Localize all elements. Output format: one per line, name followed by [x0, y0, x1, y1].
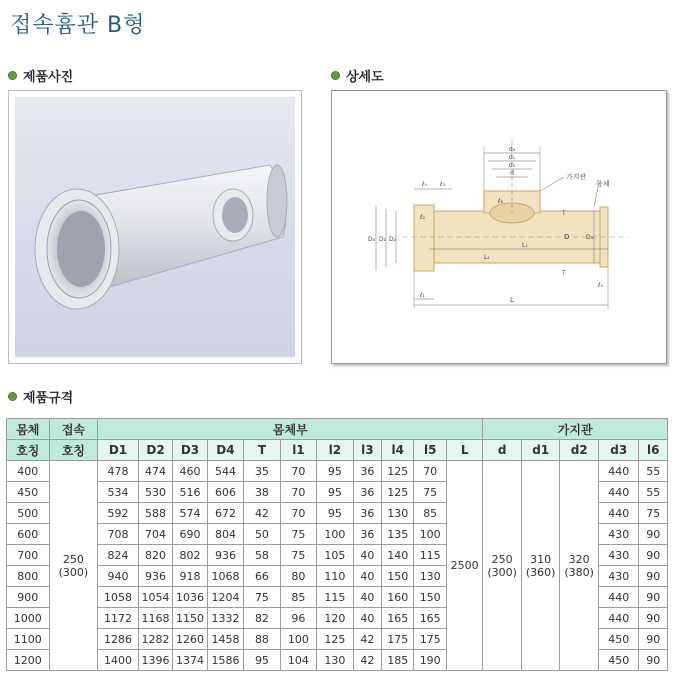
d2-value: 320: [568, 552, 590, 566]
cell-l6: 90: [639, 608, 668, 629]
cell-l6: 90: [639, 650, 668, 671]
cell-l3: 36: [353, 524, 381, 545]
cell-l4: 140: [382, 545, 414, 566]
label-l6: ℓ₆: [498, 198, 503, 205]
cell-l1: 96: [280, 608, 316, 629]
cell-l3: 40: [353, 608, 381, 629]
cell-l3: 36: [353, 482, 381, 503]
col-l1: l1: [280, 440, 316, 461]
cell-l6: 75: [639, 503, 668, 524]
cell-l1: 104: [280, 650, 316, 671]
cell-size: 500: [7, 503, 50, 524]
cell-D1: 1286: [98, 629, 139, 650]
cell-D2: 1282: [138, 629, 172, 650]
cell-D4: 606: [207, 482, 243, 503]
cell-D2: 1396: [138, 650, 172, 671]
label-d1: d₁: [508, 154, 516, 161]
label-L1-lower: L₁: [484, 254, 490, 261]
cell-l5: 85: [414, 503, 446, 524]
cell-D3: 1374: [173, 650, 207, 671]
product-photo: [15, 97, 295, 357]
cell-d3: 450: [598, 629, 639, 650]
col-d1: d1: [521, 440, 560, 461]
col-l4: l4: [382, 440, 414, 461]
cell-D4: 1586: [207, 650, 243, 671]
cell-D4: 1458: [207, 629, 243, 650]
bullet-icon: [331, 71, 340, 80]
cell-d3: 430: [598, 566, 639, 587]
pipe-illustration: [15, 97, 295, 357]
cell-l5: 130: [414, 566, 446, 587]
cell-T: 66: [244, 566, 280, 587]
cell-l2: 100: [317, 524, 353, 545]
cell-l5: 190: [414, 650, 446, 671]
cell-l5: 75: [414, 482, 446, 503]
cell-l2: 130: [317, 650, 353, 671]
cell-l5: 100: [414, 524, 446, 545]
cell-l6: 55: [639, 482, 668, 503]
label-body: 몸체: [596, 180, 610, 188]
cell-l4: 125: [382, 461, 414, 482]
cell-D2: 1168: [138, 608, 172, 629]
header-conn-1: 접속: [49, 419, 98, 440]
label-d2: d₂: [508, 162, 516, 169]
cell-d3: 450: [598, 650, 639, 671]
table-row: [7, 461, 668, 482]
cell-D1: 1058: [98, 587, 139, 608]
col-l2: l2: [317, 440, 353, 461]
col-d: d: [483, 440, 522, 461]
cell-D3: 460: [173, 461, 207, 482]
label-D1: D₁: [379, 236, 387, 243]
bullet-icon: [8, 392, 17, 401]
cell-D2: 1054: [138, 587, 172, 608]
cell-size: 600: [7, 524, 50, 545]
label-T-bottom: T: [562, 270, 566, 277]
cell-D4: 544: [207, 461, 243, 482]
cell-d3: 440: [598, 482, 639, 503]
cell-D2: 820: [138, 545, 172, 566]
cell-D1: 708: [98, 524, 139, 545]
cell-l4: 175: [382, 629, 414, 650]
cell-d3: 440: [598, 608, 639, 629]
d-sub: (300): [487, 565, 517, 579]
cell-D2: 936: [138, 566, 172, 587]
cell-size: 400: [7, 461, 50, 482]
label-L: L: [510, 296, 514, 304]
cell-l1: 75: [280, 524, 316, 545]
label-l3: ℓ₃: [440, 181, 445, 188]
detail-drawing: [332, 91, 668, 365]
cell-l2: 95: [317, 482, 353, 503]
cell-l4: 125: [382, 482, 414, 503]
cell-l3: 40: [353, 545, 381, 566]
label-D2: D₂: [389, 236, 397, 243]
cell-l5: 115: [414, 545, 446, 566]
cell-l1: 80: [280, 566, 316, 587]
conn-sub: (300): [58, 565, 89, 579]
cell-l6: 90: [639, 566, 668, 587]
bullet-icon: [8, 71, 17, 80]
cell-D3: 690: [173, 524, 207, 545]
cell-l5: 70: [414, 461, 446, 482]
col-D2: D2: [138, 440, 172, 461]
section-spec-heading: [8, 387, 73, 406]
cell-l4: 185: [382, 650, 414, 671]
cell-D2: 588: [138, 503, 172, 524]
cell-D3: 1036: [173, 587, 207, 608]
cell-d3: 430: [598, 545, 639, 566]
cell-d3: 440: [598, 461, 639, 482]
d1-value: 310: [530, 552, 552, 566]
header-body-size-2: 호칭: [7, 440, 50, 461]
cell-D2: 530: [138, 482, 172, 503]
cell-size: 700: [7, 545, 50, 566]
cell-l4: 135: [382, 524, 414, 545]
cell-l1: 70: [280, 503, 316, 524]
cell-l1: 100: [280, 629, 316, 650]
cell-l3: 36: [353, 461, 381, 482]
cell-size: 1000: [7, 608, 50, 629]
cell-l2: 115: [317, 587, 353, 608]
conn-value: 250: [62, 552, 84, 566]
cell-T: 58: [244, 545, 280, 566]
label-D: D: [564, 233, 570, 241]
cell-l2: 120: [317, 608, 353, 629]
col-l5: l5: [414, 440, 446, 461]
cell-d3: 430: [598, 524, 639, 545]
section-photo-heading: [8, 66, 73, 85]
col-l3: l3: [353, 440, 381, 461]
cell-l4: 150: [382, 566, 414, 587]
cell-l2: 95: [317, 503, 353, 524]
cell-D3: 802: [173, 545, 207, 566]
cell-D4: 1068: [207, 566, 243, 587]
cell-l3: 40: [353, 587, 381, 608]
section-detail-heading: [331, 66, 384, 85]
cell-l4: 160: [382, 587, 414, 608]
cell-D1: 534: [98, 482, 139, 503]
cell-D4: 1204: [207, 587, 243, 608]
cell-size: 800: [7, 566, 50, 587]
cell-d3: 440: [598, 503, 639, 524]
d-value: 250: [491, 552, 513, 566]
cell-D1: 592: [98, 503, 139, 524]
spec-table: [6, 418, 668, 671]
col-l6: l6: [639, 440, 668, 461]
cell-D3: 1150: [173, 608, 207, 629]
cell-l2: 110: [317, 566, 353, 587]
cell-l2: 105: [317, 545, 353, 566]
cell-size: 1100: [7, 629, 50, 650]
cell-D1: 1400: [98, 650, 139, 671]
cell-D1: 824: [98, 545, 139, 566]
label-l5: ℓ₅: [422, 181, 427, 188]
cell-l5: 165: [414, 608, 446, 629]
cell-l2: 95: [317, 461, 353, 482]
cell-D3: 574: [173, 503, 207, 524]
cell-size: 900: [7, 587, 50, 608]
cell-l5: 150: [414, 587, 446, 608]
cell-l6: 90: [639, 629, 668, 650]
header-body: 몸체부: [98, 419, 483, 440]
cell-l3: 42: [353, 650, 381, 671]
section-photo-label: 제품사진: [23, 70, 74, 85]
label-l1: ℓ₁: [420, 292, 425, 299]
cell-T: 42: [244, 503, 280, 524]
col-d2: d2: [560, 440, 599, 461]
product-photo-frame: [8, 90, 302, 364]
cell-D4: 1332: [207, 608, 243, 629]
cell-D2: 704: [138, 524, 172, 545]
cell-D3: 516: [173, 482, 207, 503]
cell-T: 82: [244, 608, 280, 629]
cell-l6: 90: [639, 524, 668, 545]
cell-L: 2500: [446, 461, 482, 671]
header-body-size-1: 몸체: [7, 419, 50, 440]
cell-l3: 42: [353, 629, 381, 650]
cell-D4: 804: [207, 524, 243, 545]
cell-l4: 130: [382, 503, 414, 524]
cell-D1: 1172: [98, 608, 139, 629]
d2-sub: (380): [564, 565, 594, 579]
label-l2: ℓ₂: [420, 214, 425, 221]
cell-l4: 165: [382, 608, 414, 629]
section-spec-label: 제품규격: [23, 391, 74, 406]
label-T-top: T: [562, 210, 566, 217]
cell-size: 450: [7, 482, 50, 503]
section-detail-label: 상세도: [346, 70, 384, 85]
cell-l1: 70: [280, 482, 316, 503]
col-D3: D3: [173, 440, 207, 461]
cell-T: 75: [244, 587, 280, 608]
label-l4: ℓ₄: [598, 282, 603, 289]
cell-l6: 90: [639, 545, 668, 566]
label-branch: 가지관: [566, 173, 587, 181]
col-d3: d3: [598, 440, 639, 461]
cell-D1: 940: [98, 566, 139, 587]
col-L: L: [446, 440, 482, 461]
cell-size: 1200: [7, 650, 50, 671]
col-T: T: [244, 440, 280, 461]
cell-D4: 672: [207, 503, 243, 524]
detail-drawing-frame: [331, 90, 667, 364]
cell-d1: [521, 461, 560, 671]
header-conn-2: 호칭: [49, 440, 98, 461]
cell-D4: 936: [207, 545, 243, 566]
cell-T: 95: [244, 650, 280, 671]
cell-D3: 918: [173, 566, 207, 587]
cell-l6: 90: [639, 587, 668, 608]
cell-l5: 175: [414, 629, 446, 650]
cell-T: 38: [244, 482, 280, 503]
col-D1: D1: [98, 440, 139, 461]
label-L1-upper: L₁: [522, 242, 528, 249]
label-d3: d₃: [508, 146, 516, 153]
cell-l1: 70: [280, 461, 316, 482]
cell-d2: [560, 461, 599, 671]
label-d: d: [510, 170, 514, 177]
page-title: 접속흄관 B형: [10, 13, 146, 38]
cell-l3: 40: [353, 566, 381, 587]
col-D4: D4: [207, 440, 243, 461]
cell-d3: 440: [598, 587, 639, 608]
label-D3: D₃: [586, 234, 594, 241]
label-D4: D₄: [368, 236, 376, 243]
cell-l2: 125: [317, 629, 353, 650]
cell-l6: 55: [639, 461, 668, 482]
cell-T: 50: [244, 524, 280, 545]
header-branch: 가지관: [483, 419, 668, 440]
cell-l3: 36: [353, 503, 381, 524]
d1-sub: (360): [525, 565, 556, 579]
cell-T: 35: [244, 461, 280, 482]
cell-D2: 474: [138, 461, 172, 482]
cell-l1: 85: [280, 587, 316, 608]
cell-D1: 478: [98, 461, 139, 482]
cell-conn: [49, 461, 98, 671]
cell-d: [483, 461, 522, 671]
cell-T: 88: [244, 629, 280, 650]
cell-D3: 1260: [173, 629, 207, 650]
cell-l1: 75: [280, 545, 316, 566]
